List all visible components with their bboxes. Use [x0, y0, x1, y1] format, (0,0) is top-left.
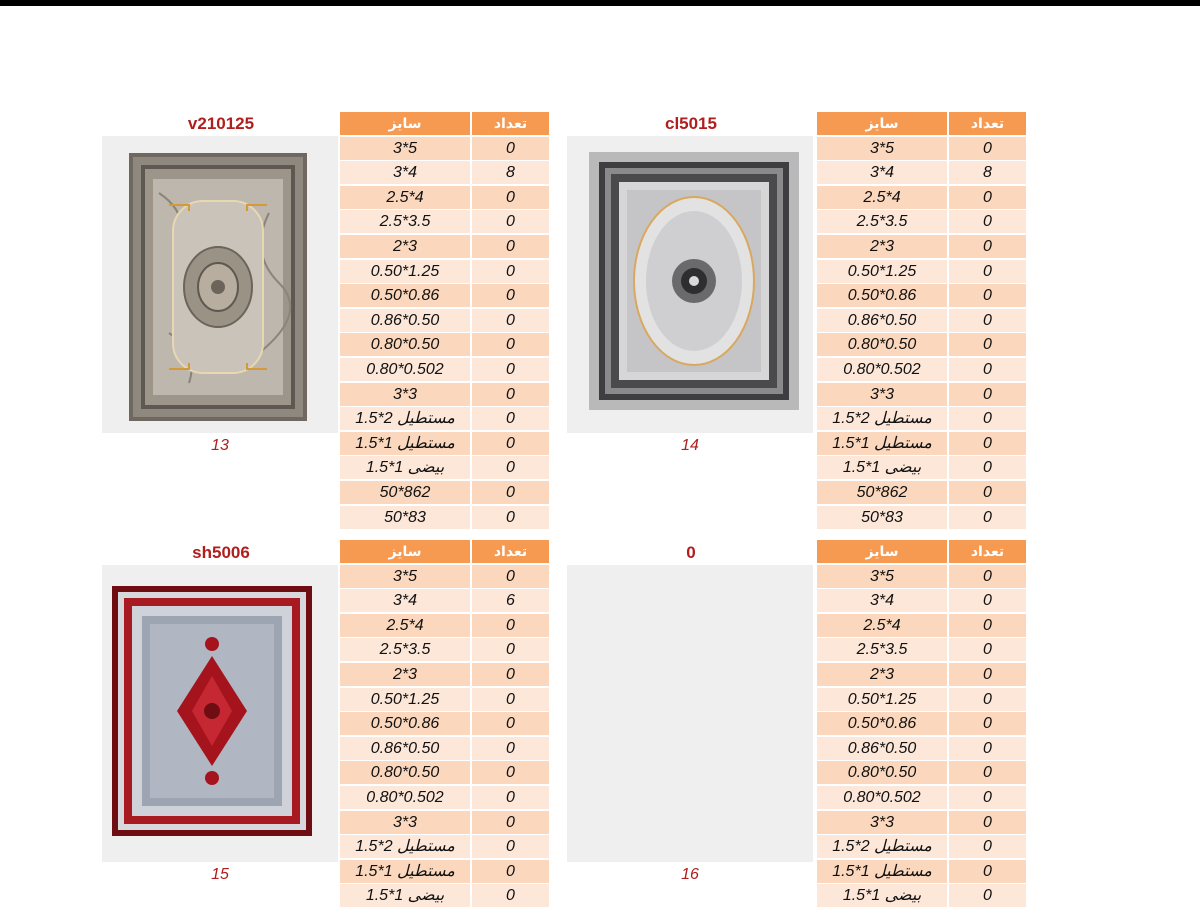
table-row [340, 712, 549, 737]
count-cell: 0 [472, 638, 549, 661]
table-row [817, 761, 1026, 786]
size-cell: 0.50*1.25 [340, 260, 470, 283]
size-cell: 0.86*0.50 [817, 309, 947, 332]
count-cell: 0 [949, 481, 1026, 504]
count-cell: 0 [949, 333, 1026, 356]
count-cell: 0 [949, 688, 1026, 711]
count-cell: 0 [949, 210, 1026, 233]
size-cell: 0.86*0.50 [817, 737, 947, 760]
size-cell: 3*5 [817, 565, 947, 588]
table-row [340, 737, 549, 762]
count-cell: 0 [472, 811, 549, 834]
size-cell: 3*5 [340, 565, 470, 588]
size-cell: مستطیل 2*1.5 [340, 835, 470, 858]
count-cell: 0 [949, 309, 1026, 332]
table-row [340, 358, 549, 383]
count-cell: 0 [949, 761, 1026, 784]
count-cell: 0 [949, 565, 1026, 588]
table-row [817, 333, 1026, 358]
size-cell: 0.80*0.50 [817, 761, 947, 784]
page-number: 13 [211, 437, 229, 454]
size-cell: 0.80*0.50 [340, 761, 470, 784]
product-image-frame [102, 136, 338, 433]
table-header [340, 540, 549, 565]
table-row [340, 811, 549, 836]
size-cell: 50*862 [817, 481, 947, 504]
count-cell: 0 [949, 638, 1026, 661]
size-cell: 3*4 [817, 161, 947, 184]
table-row [817, 506, 1026, 531]
size-cell: 0.50*0.86 [340, 712, 470, 735]
size-cell: 2*3 [817, 663, 947, 686]
count-cell: 0 [472, 860, 549, 883]
count-cell: 0 [949, 432, 1026, 455]
count-cell: 0 [472, 835, 549, 858]
table-row [817, 186, 1026, 211]
page-number: 16 [681, 866, 699, 883]
count-cell: 0 [472, 712, 549, 735]
size-cell: 3*4 [340, 589, 470, 612]
table-row [817, 284, 1026, 309]
count-column-header: تعداد [949, 540, 1026, 563]
count-column-header: تعداد [472, 540, 549, 563]
table-row [817, 663, 1026, 688]
count-cell: 0 [949, 860, 1026, 883]
size-cell: 2.5*3.5 [817, 210, 947, 233]
table-row [340, 589, 549, 614]
size-column-header: سایز [817, 112, 947, 135]
count-cell: 0 [472, 235, 549, 258]
count-cell: 0 [949, 186, 1026, 209]
table-row [817, 407, 1026, 432]
count-cell: 0 [472, 333, 549, 356]
product-code: sh5006 [192, 543, 250, 562]
count-cell: 0 [472, 614, 549, 637]
size-cell: 2.5*4 [340, 186, 470, 209]
size-cell: مستطیل 1*1.5 [340, 432, 470, 455]
size-cell: 0.80*0.502 [340, 786, 470, 809]
size-cell: مستطیل 1*1.5 [340, 860, 470, 883]
table-row [340, 835, 549, 860]
table-row [340, 235, 549, 260]
table-row [817, 589, 1026, 614]
size-cell: 2.5*3.5 [340, 210, 470, 233]
table-row [817, 210, 1026, 235]
size-cell: مستطیل 1*1.5 [817, 432, 947, 455]
table-row [817, 860, 1026, 885]
count-cell: 0 [472, 309, 549, 332]
size-cell: 0.80*0.502 [340, 358, 470, 381]
size-cell: 50*83 [340, 506, 470, 529]
size-cell: 2.5*4 [817, 186, 947, 209]
size-table [340, 112, 549, 530]
count-cell: 0 [472, 456, 549, 479]
size-cell: 0.50*0.86 [817, 712, 947, 735]
table-row [340, 506, 549, 531]
size-cell: 2*3 [340, 235, 470, 258]
size-cell: 2.5*4 [340, 614, 470, 637]
table-row [817, 638, 1026, 663]
size-cell: 2.5*3.5 [817, 638, 947, 661]
size-cell: 0.50*1.25 [817, 688, 947, 711]
count-cell: 0 [472, 663, 549, 686]
size-column-header: سایز [817, 540, 947, 563]
product-code: v210125 [187, 114, 255, 133]
table-row [817, 786, 1026, 811]
rug-image [129, 153, 307, 421]
table-row [340, 161, 549, 186]
size-cell: 3*4 [817, 589, 947, 612]
count-cell: 0 [949, 284, 1026, 307]
table-row [340, 456, 549, 481]
count-cell: 0 [949, 737, 1026, 760]
count-cell: 0 [472, 186, 549, 209]
count-cell: 0 [472, 761, 549, 784]
table-row [340, 407, 549, 432]
product-image-frame [567, 136, 813, 433]
table-row [340, 860, 549, 885]
count-cell: 0 [472, 884, 549, 907]
size-cell: 2.5*4 [817, 614, 947, 637]
count-column-header: تعداد [949, 112, 1026, 135]
count-cell: 0 [949, 835, 1026, 858]
count-cell: 0 [949, 663, 1026, 686]
table-row [340, 260, 549, 285]
table-row [340, 786, 549, 811]
size-cell: 2.5*3.5 [340, 638, 470, 661]
size-cell: 0.50*1.25 [817, 260, 947, 283]
table-row [340, 186, 549, 211]
table-row [817, 614, 1026, 639]
size-cell: 0.80*0.502 [817, 786, 947, 809]
table-row [340, 333, 549, 358]
table-row [340, 638, 549, 663]
table-row [340, 383, 549, 408]
table-row [340, 284, 549, 309]
size-cell: 0.80*0.502 [817, 358, 947, 381]
count-cell: 0 [472, 407, 549, 430]
count-cell: 0 [949, 811, 1026, 834]
count-cell: 0 [949, 456, 1026, 479]
count-cell: 0 [949, 383, 1026, 406]
size-cell: مستطیل 2*1.5 [817, 407, 947, 430]
rug-image [112, 586, 312, 836]
count-cell: 0 [472, 737, 549, 760]
count-cell: 6 [472, 589, 549, 612]
table-row [340, 309, 549, 334]
size-table [340, 540, 549, 909]
table-row [817, 811, 1026, 836]
size-cell: 3*3 [817, 383, 947, 406]
size-cell: مستطیل 2*1.5 [817, 835, 947, 858]
count-cell: 0 [949, 614, 1026, 637]
size-cell: 3*3 [340, 383, 470, 406]
table-row [817, 260, 1026, 285]
table-row [817, 161, 1026, 186]
table-row [817, 235, 1026, 260]
count-cell: 0 [472, 565, 549, 588]
size-cell: مستطیل 1*1.5 [817, 860, 947, 883]
count-cell: 0 [472, 137, 549, 160]
count-column-header: تعداد [472, 112, 549, 135]
size-cell: 3*4 [340, 161, 470, 184]
rug-image [589, 152, 799, 410]
size-cell: بیضی 1*1.5 [340, 884, 470, 907]
size-cell: 50*83 [817, 506, 947, 529]
count-cell: 0 [472, 432, 549, 455]
size-cell: 0.86*0.50 [340, 309, 470, 332]
top-border [0, 0, 1200, 6]
table-row [817, 432, 1026, 457]
size-cell: 0.50*1.25 [340, 688, 470, 711]
size-cell: بیضی 1*1.5 [340, 456, 470, 479]
size-cell: بیضی 1*1.5 [817, 884, 947, 907]
table-header [340, 112, 549, 137]
table-row [340, 137, 549, 162]
table-row [340, 761, 549, 786]
table-row [817, 456, 1026, 481]
table-row [817, 565, 1026, 590]
product-image-frame [102, 565, 338, 862]
count-cell: 0 [472, 481, 549, 504]
count-cell: 0 [949, 712, 1026, 735]
table-row [817, 309, 1026, 334]
count-cell: 8 [472, 161, 549, 184]
count-cell: 0 [949, 407, 1026, 430]
count-cell: 0 [949, 235, 1026, 258]
table-header [817, 540, 1026, 565]
size-column-header: سایز [340, 540, 470, 563]
table-row [817, 137, 1026, 162]
table-row [340, 688, 549, 713]
size-cell: بیضی 1*1.5 [817, 456, 947, 479]
count-cell: 0 [472, 284, 549, 307]
table-row [817, 712, 1026, 737]
count-cell: 0 [949, 506, 1026, 529]
product-code: cl5015 [665, 114, 717, 133]
size-cell: 2*3 [817, 235, 947, 258]
size-table [817, 112, 1026, 530]
size-cell: 3*3 [340, 811, 470, 834]
table-row [340, 432, 549, 457]
count-cell: 0 [949, 260, 1026, 283]
table-row [817, 358, 1026, 383]
count-cell: 0 [472, 358, 549, 381]
table-row [817, 481, 1026, 506]
size-cell: 50*862 [340, 481, 470, 504]
size-table [817, 540, 1026, 909]
size-cell: 2*3 [340, 663, 470, 686]
size-cell: 3*5 [340, 137, 470, 160]
size-cell: 0.50*0.86 [340, 284, 470, 307]
product-code: 0 [686, 543, 696, 562]
table-row [817, 383, 1026, 408]
count-cell: 0 [949, 137, 1026, 160]
table-row [340, 614, 549, 639]
count-cell: 0 [472, 506, 549, 529]
count-cell: 0 [472, 786, 549, 809]
count-cell: 0 [472, 688, 549, 711]
count-cell: 0 [949, 786, 1026, 809]
count-cell: 0 [472, 210, 549, 233]
size-cell: 3*3 [817, 811, 947, 834]
table-row [340, 210, 549, 235]
size-cell: 0.86*0.50 [340, 737, 470, 760]
page-number: 15 [211, 866, 229, 883]
count-cell: 0 [949, 589, 1026, 612]
table-row [817, 835, 1026, 860]
table-row [340, 565, 549, 590]
table-row [340, 481, 549, 506]
table-header [817, 112, 1026, 137]
table-row [817, 737, 1026, 762]
count-cell: 8 [949, 161, 1026, 184]
size-cell: مستطیل 2*1.5 [340, 407, 470, 430]
table-row [817, 688, 1026, 713]
table-row [340, 884, 549, 909]
count-cell: 0 [949, 884, 1026, 907]
size-cell: 0.80*0.50 [817, 333, 947, 356]
table-row [340, 663, 549, 688]
table-row [817, 884, 1026, 909]
count-cell: 0 [472, 260, 549, 283]
size-cell: 0.80*0.50 [340, 333, 470, 356]
product-image-frame [567, 565, 813, 862]
size-column-header: سایز [340, 112, 470, 135]
page-number: 14 [681, 437, 699, 454]
size-cell: 0.50*0.86 [817, 284, 947, 307]
count-cell: 0 [472, 383, 549, 406]
count-cell: 0 [949, 358, 1026, 381]
size-cell: 3*5 [817, 137, 947, 160]
